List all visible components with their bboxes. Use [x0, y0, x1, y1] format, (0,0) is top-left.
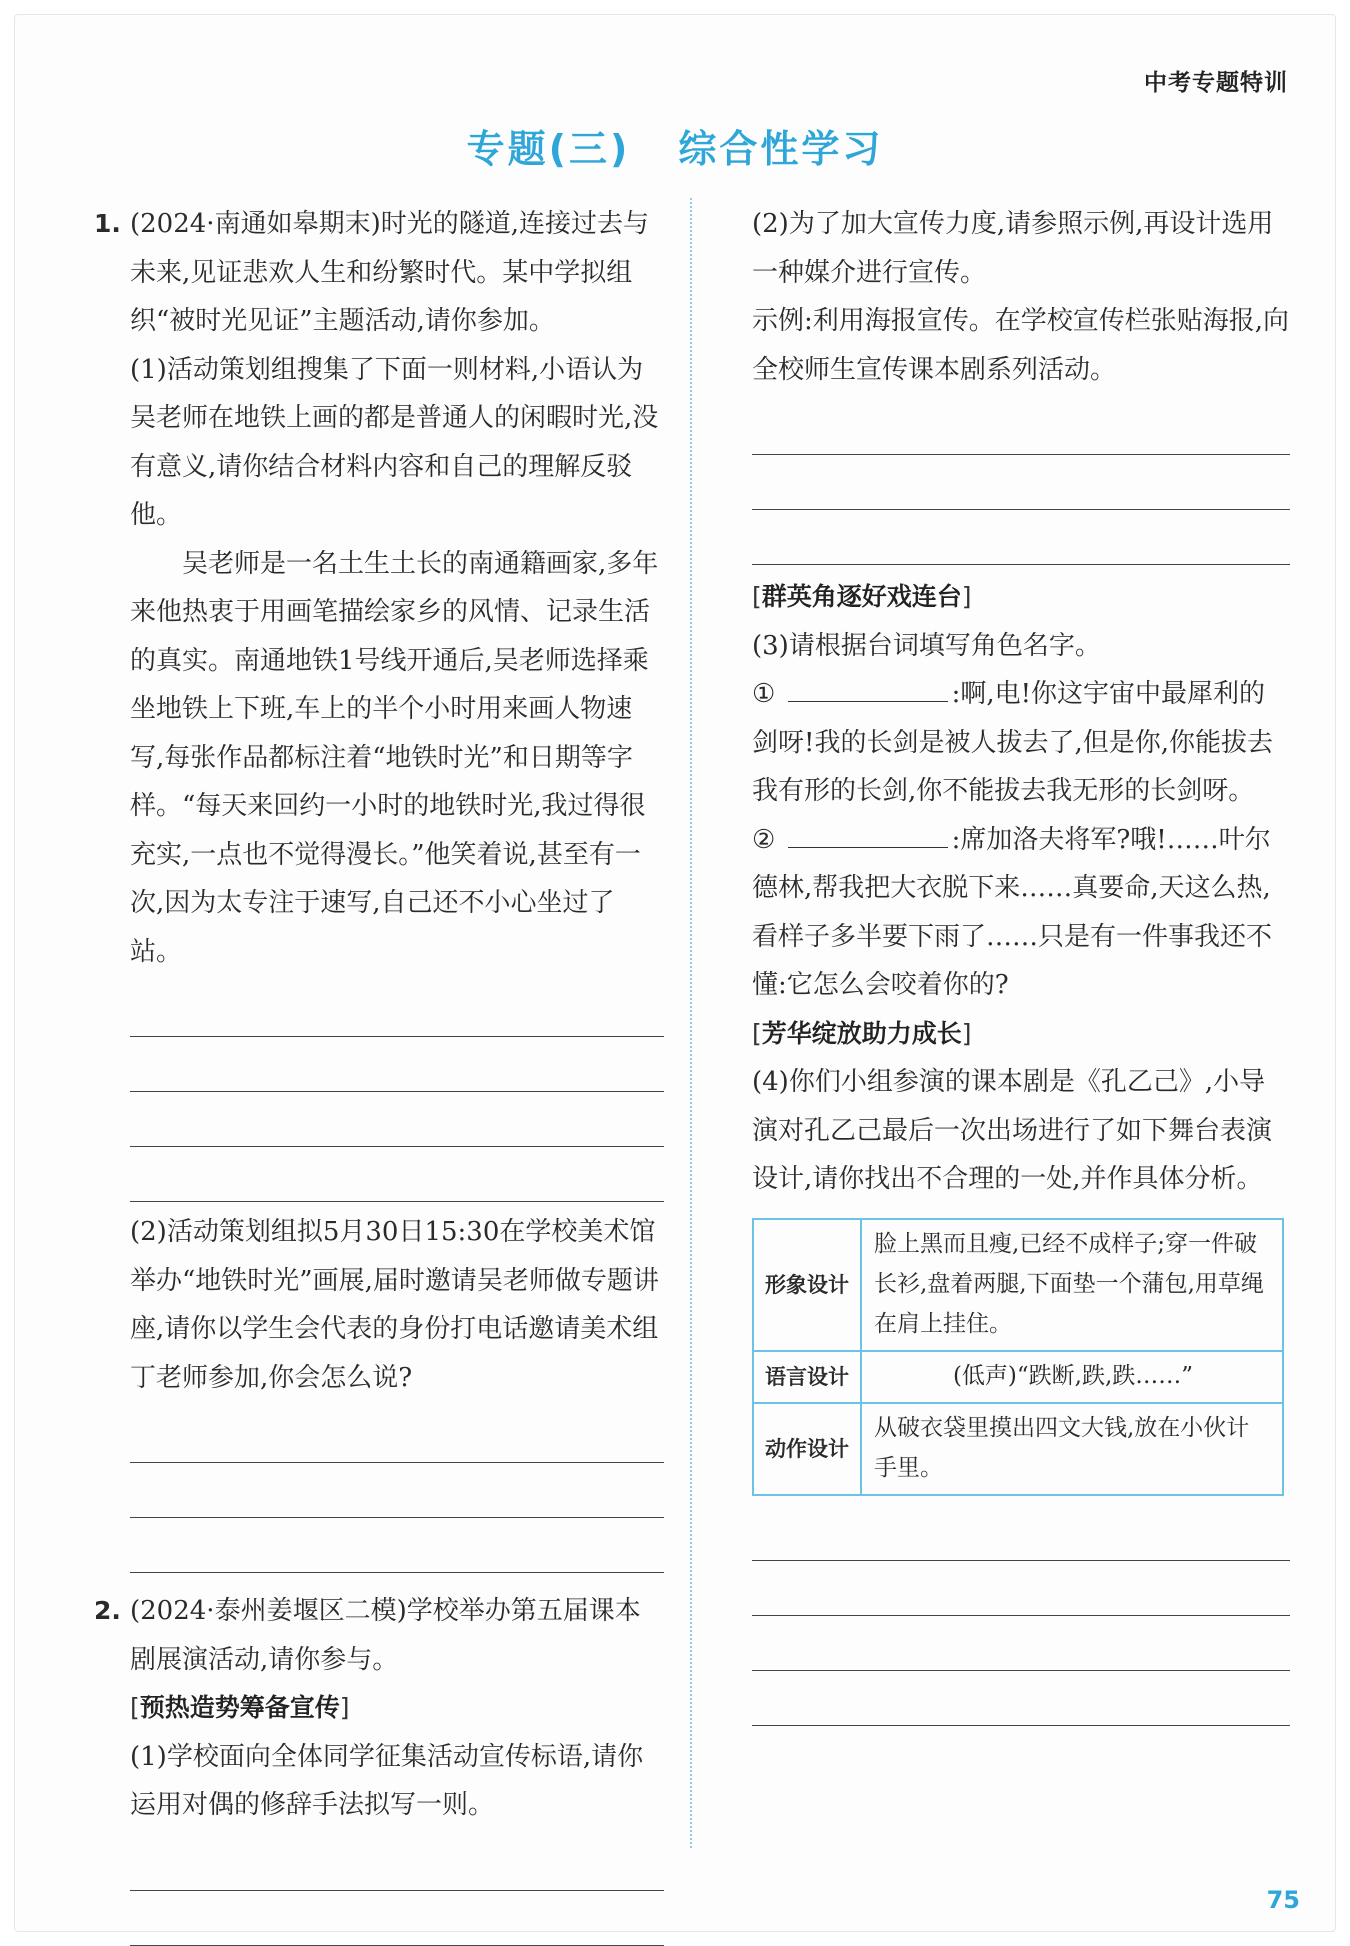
- column-divider: [690, 198, 692, 1848]
- question-2: [94, 1587, 664, 1946]
- dialogue-text: :席加洛夫将军?哦!……叶尔德林,帮我把大衣脱下来……真要命,天这么热,看样子多半要下雨了……只是有一件事我还不懂:它怎么会咬着你的?: [752, 824, 1273, 1000]
- answer-line[interactable]: [130, 1518, 664, 1573]
- answer-line[interactable]: [130, 1408, 664, 1463]
- question-1: [94, 200, 664, 1573]
- answer-line[interactable]: [130, 1836, 664, 1891]
- page-number: 75: [1266, 1886, 1300, 1914]
- subquestion-1: (1)学校面向全体同学征集活动宣传标语,请你运用对偶的修辞手法拟写一则。: [130, 1741, 644, 1820]
- answer-line[interactable]: [130, 982, 664, 1037]
- answer-line[interactable]: [752, 510, 1290, 565]
- subquestion-2: (2)为了加大宣传力度,请参照示例,再设计选用一种媒介进行宣传。: [752, 209, 1274, 288]
- table-row: [753, 1351, 1283, 1403]
- section-heading: [芳华绽放助力成长]: [752, 1018, 972, 1048]
- answer-line[interactable]: [130, 1463, 664, 1518]
- subquestion-1: (1)活动策划组搜集了下面一则材料,小语认为吴老师在地铁上画的都是普通人的闲暇时光,没有意义,请你结合材料内容和自己的理解反驳他。: [130, 354, 659, 530]
- row-header: 形象设计: [753, 1219, 861, 1351]
- section-heading: [群英角逐好戏连台]: [752, 582, 972, 611]
- item-number: ②: [752, 824, 776, 855]
- stage-design-table: [752, 1218, 1284, 1496]
- role-name-blank[interactable]: [788, 817, 948, 848]
- title-part: 专题(三): [466, 127, 631, 171]
- answer-line[interactable]: [130, 1891, 664, 1946]
- answer-line[interactable]: [130, 1092, 664, 1147]
- row-content: (低声)“跌断,跌,跌……”: [861, 1351, 1283, 1403]
- page-title: [0, 118, 1350, 173]
- answer-line[interactable]: [752, 1561, 1290, 1616]
- subquestion-2: (2)活动策划组拟5月30日15:30在学校美术馆举办“地铁时光”画展,届时邀请吴老师做专题讲座,请你以学生会代表的身份打电话邀请美术组丁老师参加,你会怎么说?: [130, 1217, 659, 1393]
- dialogue-text: :啊,电!你这宇宙中最犀利的剑呀!我的长剑是被人拔去了,但是你,你能拔去我有形的长剑,你不能拔去我无形的长剑呀。: [752, 679, 1273, 806]
- title-name: 综合性学习: [678, 127, 884, 171]
- table-row: [753, 1403, 1283, 1495]
- table-row: [753, 1219, 1283, 1351]
- question-intro: (2024·南通如皋期末)时光的隧道,连接过去与未来,见证悲欢人生和纷繁时代。某中学拟组织“被时光见证”主题活动,请你参加。: [130, 209, 649, 336]
- right-column: [752, 200, 1290, 1726]
- answer-line[interactable]: [130, 1037, 664, 1092]
- row-content: 从破衣袋里摸出四文大钱,放在小伙计手里。: [861, 1403, 1283, 1495]
- answer-line[interactable]: [752, 400, 1290, 455]
- example-text: 示例:利用海报宣传。在学校宣传栏张贴海报,向全校师生宣传课本剧系列活动。: [752, 306, 1290, 385]
- series-label: 中考专题特训: [1144, 70, 1288, 96]
- material-passage: 吴老师是一名土生土长的南通籍画家,多年来他热衷于用画笔描绘家乡的风情、记录生活的真实。南通地铁1号线开通后,吴老师选择乘坐地铁上下班,车上的半个小时用来画人物速写,每张作品都标注着“地铁时光”和日期等字样。“每天来回约一小时的地铁时光,我过得很充实,一点也不觉得漫长。”他笑着说,甚至有一次,因为太专注于速写,自己还不小心坐过了站。: [130, 548, 659, 967]
- question-number: 2.: [94, 1596, 121, 1625]
- dialogue-line-1: [752, 670, 1290, 816]
- question-number: 1.: [94, 209, 121, 238]
- answer-line[interactable]: [752, 1616, 1290, 1671]
- answer-line[interactable]: [752, 455, 1290, 510]
- dialogue-line-2: [752, 816, 1290, 1010]
- section-heading: [预热造势筹备宣传]: [130, 1693, 350, 1722]
- subquestion-4: (4)你们小组参演的课本剧是《孔乙己》,小导演对孔乙己最后一次出场进行了如下舞台表演设计,请你找出不合理的一处,并作具体分析。: [752, 1067, 1273, 1194]
- subquestion-3: (3)请根据台词填写角色名字。: [752, 630, 1101, 661]
- answer-line[interactable]: [130, 1147, 664, 1202]
- row-header: 动作设计: [753, 1403, 861, 1495]
- role-name-blank[interactable]: [788, 671, 948, 702]
- item-number: ①: [752, 679, 776, 709]
- left-column: [94, 200, 664, 1946]
- answer-line[interactable]: [752, 1671, 1290, 1726]
- answer-line[interactable]: [752, 1506, 1290, 1561]
- row-content: 脸上黑而且瘦,已经不成样子;穿一件破长衫,盘着两腿,下面垫一个蒲包,用草绳在肩上挂住。: [861, 1219, 1283, 1351]
- row-header: 语言设计: [753, 1351, 861, 1403]
- question-intro: (2024·泰州姜堰区二模)学校举办第五届课本剧展演活动,请你参与。: [130, 1596, 641, 1675]
